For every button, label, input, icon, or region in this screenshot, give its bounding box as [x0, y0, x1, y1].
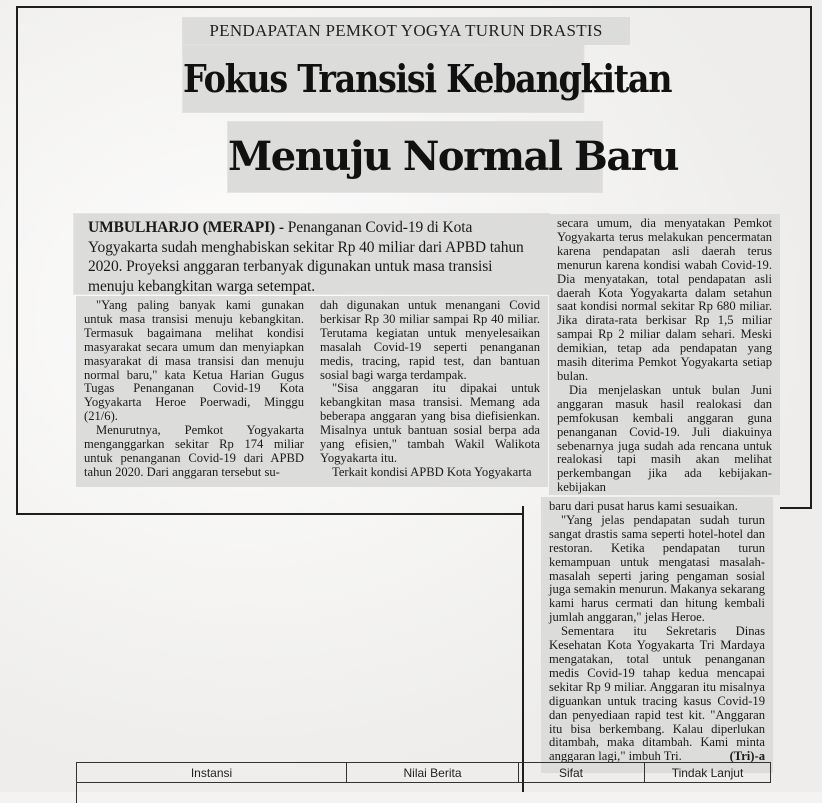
- article-column-2: [312, 296, 548, 487]
- headline-title-line1-text: Fokus Transisi Kebangkitan: [183, 56, 672, 101]
- paragraph: "Sisa anggaran itu dipakai untuk kebangkitan masa transisi. Memang ada beberapa anggaran yang bisa diefisienkan. Misalnya untuk bantuan sosial berpa ada yang efisien," tambah Wakil Walikota Yogyakarta itu.: [320, 381, 540, 465]
- author-signature: (Tri)-a: [729, 749, 765, 764]
- form-col-tindak-lanjut: Tindak Lanjut: [645, 763, 771, 783]
- paragraph: "Yang paling banyak kami gunakan untuk masa transisi menuju kebangkitan. Termasuk bagaimana melihat kondisi masyarakat secara umum dan menyiapkan masyarakat di masa transisi dan menuju normal baru," kata Ketua Harian Gugus Tugas Penanganan Covid-19 Kota Yogyakarta Heroe Poerwadi, Minggu (21/6).: [84, 298, 304, 424]
- article-column-1: [76, 296, 312, 487]
- headline-kicker: PENDAPATAN PEMKOT YOGYA TURUN DRASTIS: [183, 18, 629, 44]
- article-column-4: [541, 497, 773, 773]
- frame-mid-left-line: [16, 513, 524, 515]
- lead-text: Penanganan Covid-19 di Kota Yogyakarta sudah menghabiskan sekitar Rp 40 miliar dari APBD tahun 2020. Proyeksi anggaran terbanyak digunakan untuk masa transisi menuju kebangkitan warga setempat.: [88, 219, 524, 295]
- paragraph: Terkait kondisi APBD Kota Yogyakarta: [332, 464, 532, 479]
- dateline: UMBULHARJO (MERAPI) -: [88, 219, 284, 236]
- paragraph-text: Sementara itu Sekretaris Dinas Kesehatan Kota Yogyakarta Tri Mardaya mengatakan, total untuk penanganan medis Covid-19 tahap kedua mencapai sekitar Rp 9 miliar. Anggaran itu misalnya diguankan untuk tracing kasus Covid-19 dan penyediaan rapid test kit. "Anggaran itu bisa berkembang. Kalau diperlukan ditambah, maka ditambah. Kami minta anggaran lagi," imbuh Tri.: [549, 624, 765, 764]
- paragraph: Dia menjelaskan untuk bulan Juni anggaran masuk hasil realokasi dan pemfokusan kembali anggaran guna penanganan Covid-19. Juli diakuinya sebenarnya juga sudah ada rencana untuk realokasi tapi masih akan melihat perkembangan jika ada kebijakan-kebijakan: [557, 382, 772, 495]
- frame-mid-right-line: [780, 507, 812, 509]
- form-col-sifat: Sifat: [519, 763, 645, 783]
- clipping-form-table: [76, 762, 771, 803]
- paragraph: baru dari pusat harus kami sesuaikan.: [549, 499, 738, 513]
- lead-paragraph: [74, 214, 549, 294]
- headline-title-line2: [228, 122, 678, 192]
- paragraph: [549, 625, 765, 764]
- frame-inner-vertical-line: [522, 506, 524, 792]
- form-col-nilai-berita: Nilai Berita: [347, 763, 519, 783]
- paragraph: dah digunakan untuk menangani Covid berkisar Rp 30 miliar sampai Rp 40 miliar. Terutama kegiatan untuk menyelesaikan masalah Covid-19 seperti penanganan medis, tracing, rapid test, dan bantuan sosial bagi warga terdampak.: [320, 298, 540, 382]
- frame-right-line: [810, 6, 812, 508]
- frame-top-line: [16, 6, 812, 8]
- form-col-instansi: Instansi: [77, 763, 347, 783]
- paragraph: Menurutnya, Pemkot Yogyakarta menganggarkan sekitar Rp 174 miliar untuk penanganan Covid-19 dari APBD tahun 2020. Dari anggaran tersebut su-: [84, 423, 304, 479]
- article-column-3: [549, 214, 780, 495]
- headline-title-line1: [183, 46, 672, 112]
- paragraph: secara umum, dia menyatakan Pemkot Yogyakarta terus melakukan pencermatan karena pendapatan asli daerah terus menurun karena kondisi wabah Covid-19. Dia menyatakan, total pendapatan asli daerah Kota Yogyakarta dalam setahun saat kondisi normal sekitar Rp 680 miliar. Jika dirata-rata berkisar Rp 1,5 miliar sampai Rp 2 miliar dalam sehari. Meski demikian, tetap ada pendapatan yang masih diterima Pemkot Yogyakarta setiap bulan.: [557, 216, 772, 383]
- headline-title-line2-text: Menuju Normal Baru: [228, 133, 678, 180]
- paragraph: "Yang jelas pendapatan sudah turun sangat drastis sama seperti hotel-hotel dan restoran. Ketika pendapatan turun kemampuan untuk mengatasi masalah-masalah seperti jaring pengaman sosial juga semakin menurun. Makanya sekarang kami harus cermati dan hitung kembali jumlah anggaran," jelas Heroe.: [549, 512, 765, 625]
- frame-left-line: [16, 6, 18, 514]
